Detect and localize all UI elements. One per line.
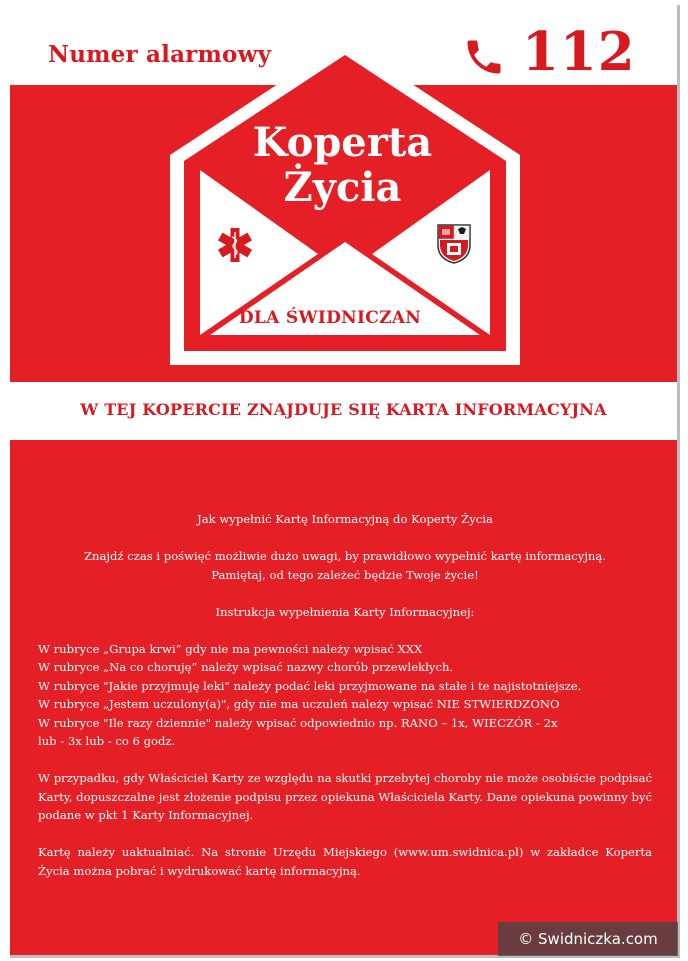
info-banner <box>10 382 677 440</box>
list-item: W rubryce „Grupa krwi” gdy nie ma pewności należy wpisać XXX <box>38 641 423 656</box>
list-item: W rubryce "Ile razy dziennie" należy wpisać odpowiednio np. RANO – 1x, WIECZÓR - 2x <box>38 715 558 730</box>
instructions-heading: Jak wypełnić Kartę Informacyjną do Koperty Życia <box>197 512 493 526</box>
envelope-subtitle: DLA ŚWIDNICZAN <box>238 308 422 328</box>
watermark: © Swidniczka.com <box>498 922 678 956</box>
coat-of-arms-icon <box>436 223 472 265</box>
instructions-subheading: Instrukcja wypełnienia Karty Informacyjnej: <box>215 604 475 619</box>
star-of-life-icon <box>215 225 255 265</box>
emergency-number: 112 <box>522 21 636 83</box>
envelope-title-line-2: Życia <box>283 164 402 211</box>
intro-line-2: Pamiętaj, od tego zależeć będzie Twoje życie! <box>211 567 479 582</box>
intro-line-1: Znajdź czas i poświęć możliwie dużo uwagi, by prawidłowo wypełnić kartę informacyjną. <box>83 549 606 563</box>
banner-text: W TEJ KOPERCIE ZNAJDUJE SIĘ KARTA INFORMACYJNA <box>80 400 607 419</box>
leaflet-page <box>10 5 680 958</box>
emergency-label: Numer alarmowy <box>48 41 272 68</box>
list-item: W rubryce „Na co choruję” należy wpisać nazwy chorób przewlekłych. <box>38 660 454 674</box>
envelope-title-line-1: Koperta <box>252 119 433 166</box>
instructions-section <box>38 510 652 880</box>
list-item: lub - 3x lub - co 6 godz. <box>38 734 176 748</box>
list-item: W rubryce "Jakie przyjmuję leki" należy podać leki przyjmowane na stałe i te najistotniejsze. <box>38 678 582 693</box>
signature-paragraph: W przypadku, gdy Właściciel Karty ze względu na skutki przebytej choroby nie może osobiście podpisać Karty, dopuszczalne jest złożenie podpisu przez opiekuna Właściciela Karty. Dane opiekuna powinny być podane w pkt 1 Karty Informacyjnej. <box>38 771 653 822</box>
update-paragraph: Kartę należy uaktualniać. Na stronie Urzędu Miejskiego (www.um.swidnica.pl) w zakładce Koperta Życia można pobrać i wydrukować kartę informacyjną. <box>38 845 652 878</box>
list-item: W rubryce „Jestem uczulony(a)", gdy nie ma uczuleń należy wpisać NIE STWIERDZONO <box>38 697 560 711</box>
